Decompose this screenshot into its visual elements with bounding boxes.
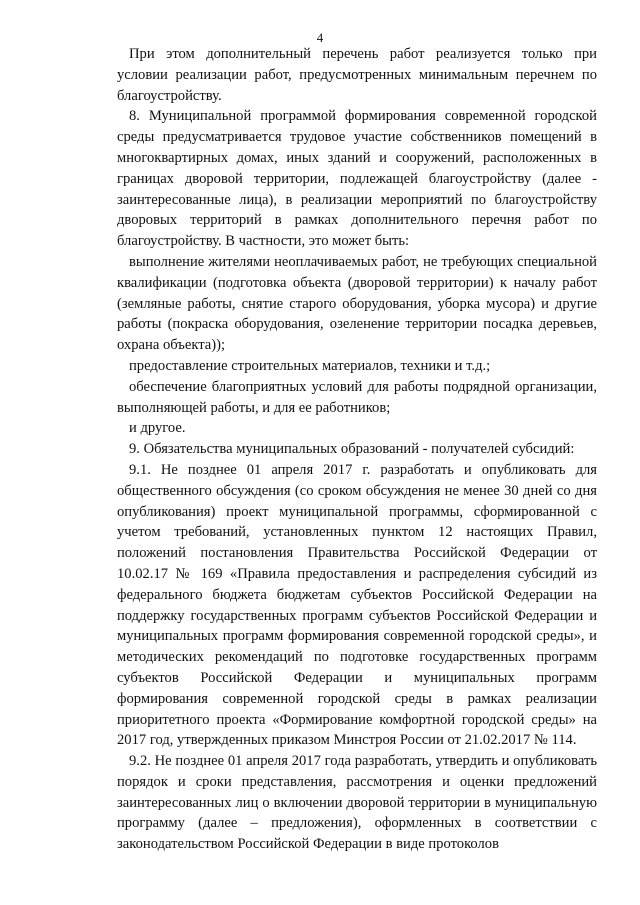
paragraph-additional-list-condition: При этом дополнительный перечень работ реализуется только при условии реализации работ, предусмотренных минимальным перечнем по благоустройству. (117, 46, 597, 104)
document-body (117, 44, 597, 855)
page-number: 4 (316, 30, 324, 45)
paragraph-other: и другое. (129, 420, 186, 437)
paragraph-item-9: 9. Обязательства муниципальных образований - получателей субсидий: (129, 441, 575, 458)
paragraph-item-9-2: 9.2. Не позднее 01 апреля 2017 года разработать, утвердить и опубликовать порядок и сроки представления, рассмотрения и оценки предложений заинтересованных лиц о включении дворовой территории в муниципальную программу (далее – предложения), оформленных в соответствии с законодательством Российской Федерации в виде протоколов (117, 753, 597, 853)
paragraph-item-8: 8. Муниципальной программой формирования современной городской среды предусматривается трудовое участие собственников помещений в многоквартирных домах, иных зданий и сооружений, расположенных в границах дворовой территории, подлежащей благоустройству (далее - заинтересованные лица), в реализации мероприятий по благоустройству дворовых территорий в рамках дополнительного перечня работ по благоустройству. В частности, это может быть: (117, 108, 597, 250)
paragraph-item-9-1: 9.1. Не позднее 01 апреля 2017 г. разработать и опубликовать для общественного обсуждения (со сроком обсуждения не менее 30 дней со дня опубликования) проект муниципальной программы, сформированной с учетом требований, установленных пунктом 12 настоящих Правил, положений постановления Правительства Российской Федерации от 10.02.17 № 169 «Правила предоставления и распределения субсидий из федерального бюджета бюджетам субъектов Российской Федерации на поддержку государственных программ субъектов Российской Федерации и муниципальных программ формирования современной городской среды», и методических рекомендаций по подготовке государственных программ субъектов Российской Федерации и муниципальных программ формирования современной городской среды в рамках реализации приоритетного проекта «Формирование комфортной городской среды» на 2017 год, утвержденных приказом Минстроя России от 21.02.2017 № 114. (117, 461, 597, 749)
paragraph-materials: предоставление строительных материалов, техники и т.д.; (129, 357, 491, 374)
paragraph-conditions: обеспечение благоприятных условий для работы подрядной организации, выполняющей работы, и для ее работников; (117, 378, 597, 416)
paragraph-unpaid-work: выполнение жителями неоплачиваемых работ, не требующих специальной квалификации (подготовка объекта (дворовой территории) к началу работ (земляные работы, снятие старого оборудования, уборка мусора) и другие работы (покраска оборудования, озеленение территории посадка деревьев, охрана объекта)); (117, 253, 597, 354)
